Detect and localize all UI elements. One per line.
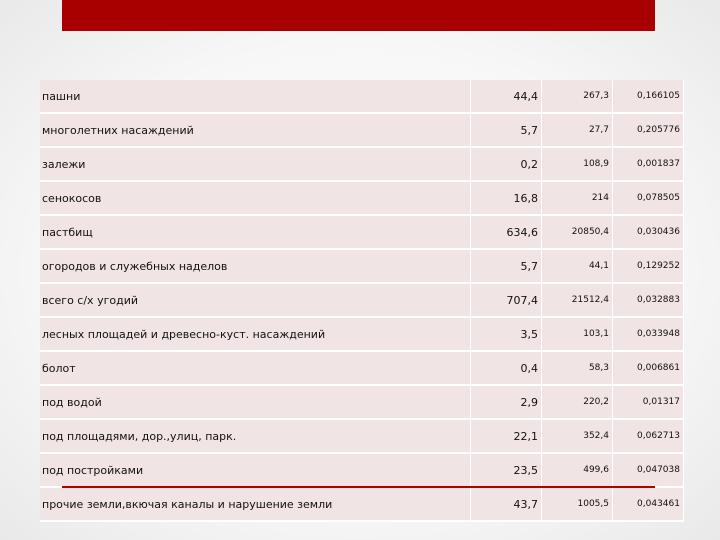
row-value-a: 0,2: [471, 147, 542, 181]
row-label: многолетних насаждений: [40, 113, 471, 147]
row-label: пастбищ: [40, 215, 471, 249]
table-row: [40, 487, 684, 521]
top-title-band: [62, 0, 655, 31]
table-row: [40, 113, 684, 147]
row-value-c: 0,129252: [613, 249, 684, 283]
row-value-c: 0,047038: [613, 453, 684, 487]
row-value-a: 707,4: [471, 283, 542, 317]
table-row: [40, 385, 684, 419]
row-value-b: 499,6: [542, 453, 613, 487]
row-label: прочие земли,вкючая каналы и нарушение земли: [40, 487, 471, 521]
row-value-a: 44,4: [471, 80, 542, 113]
row-value-a: 634,6: [471, 215, 542, 249]
row-value-b: 103,1: [542, 317, 613, 351]
row-label: под площадями, дор.,улиц, парк.: [40, 419, 471, 453]
table-row: [40, 317, 684, 351]
row-value-a: 43,7: [471, 487, 542, 521]
table-row: [40, 283, 684, 317]
table-row: [40, 80, 684, 113]
row-value-a: 3,5: [471, 317, 542, 351]
row-label: лесных площадей и древесно-куст. насаждений: [40, 317, 471, 351]
row-value-c: 0,078505: [613, 181, 684, 215]
table-row: [40, 147, 684, 181]
row-label: под постройками: [40, 453, 471, 487]
bottom-divider: [62, 486, 655, 488]
row-label: под водой: [40, 385, 471, 419]
row-value-b: 108,9: [542, 147, 613, 181]
row-value-a: 16,8: [471, 181, 542, 215]
row-value-c: 0,006861: [613, 351, 684, 385]
row-label: болот: [40, 351, 471, 385]
row-value-b: 352,4: [542, 419, 613, 453]
row-label: сенокосов: [40, 181, 471, 215]
row-value-c: 0,001837: [613, 147, 684, 181]
table-row: [40, 453, 684, 487]
row-value-c: 0,033948: [613, 317, 684, 351]
row-value-a: 2,9: [471, 385, 542, 419]
row-value-c: 0,062713: [613, 419, 684, 453]
row-value-b: 220,2: [542, 385, 613, 419]
row-value-b: 1005,5: [542, 487, 613, 521]
table-row: [40, 181, 684, 215]
row-value-b: 214: [542, 181, 613, 215]
row-value-c: 0,205776: [613, 113, 684, 147]
row-value-b: 267,3: [542, 80, 613, 113]
row-label: огородов и служебных наделов: [40, 249, 471, 283]
table-row: [40, 419, 684, 453]
row-value-b: 20850,4: [542, 215, 613, 249]
row-value-c: 0,032883: [613, 283, 684, 317]
table-row: [40, 215, 684, 249]
row-label: всего с/х угодий: [40, 283, 471, 317]
row-value-a: 5,7: [471, 113, 542, 147]
table-row: [40, 249, 684, 283]
row-value-b: 21512,4: [542, 283, 613, 317]
row-value-c: 0,166105: [613, 80, 684, 113]
row-label: залежи: [40, 147, 471, 181]
row-value-a: 23,5: [471, 453, 542, 487]
row-value-c: 0,01317: [613, 385, 684, 419]
row-value-b: 44,1: [542, 249, 613, 283]
row-value-a: 5,7: [471, 249, 542, 283]
row-value-c: 0,043461: [613, 487, 684, 521]
row-value-c: 0,030436: [613, 215, 684, 249]
row-value-a: 22,1: [471, 419, 542, 453]
row-value-a: 0,4: [471, 351, 542, 385]
table-row: [40, 351, 684, 385]
land-use-table: [40, 80, 684, 522]
row-value-b: 27,7: [542, 113, 613, 147]
row-label: пашни: [40, 80, 471, 113]
row-value-b: 58,3: [542, 351, 613, 385]
